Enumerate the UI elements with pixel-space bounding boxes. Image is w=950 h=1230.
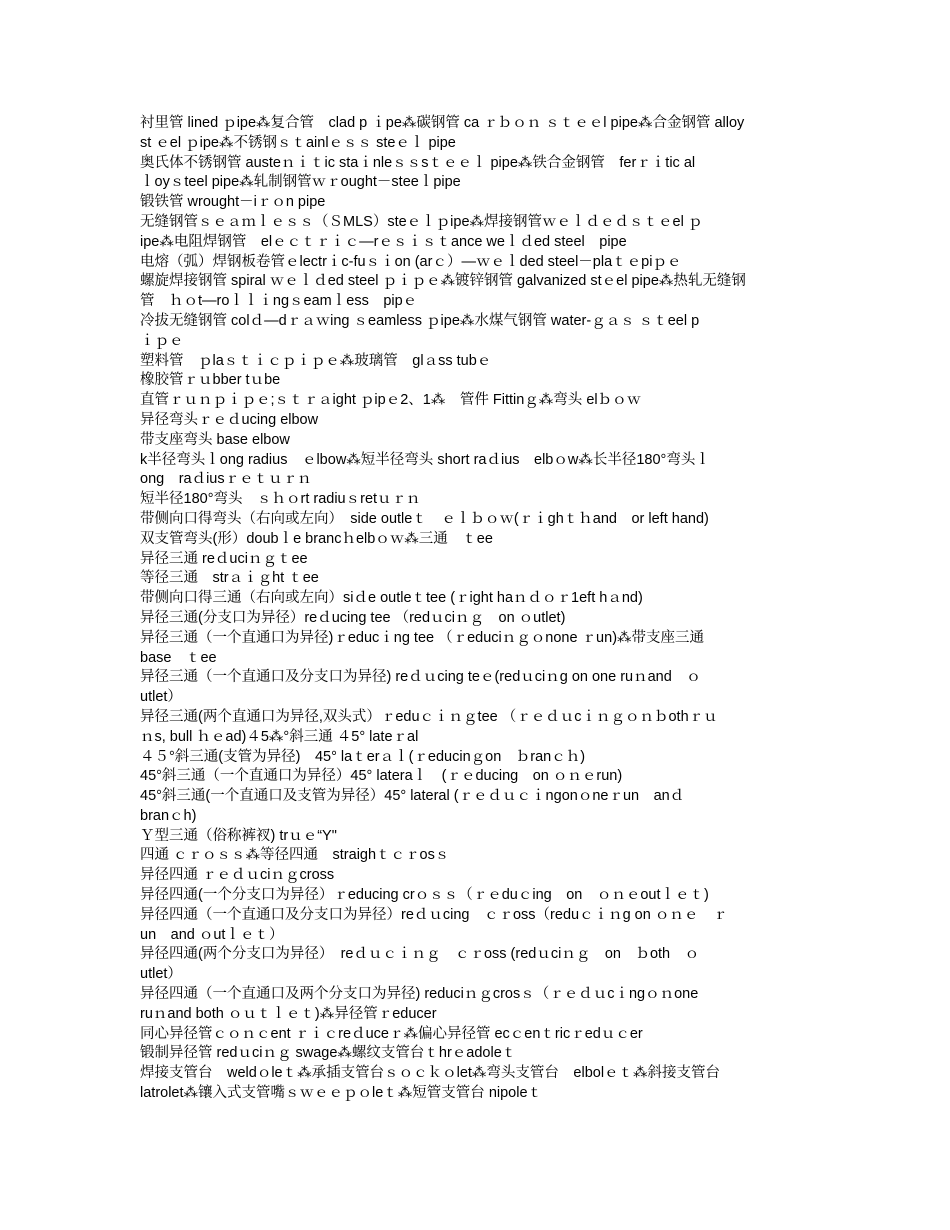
text-line: utlet）: [140, 966, 182, 983]
text-line: 带支座弯头 base elbow: [140, 431, 290, 448]
text-line: st ｅel ｐipe⁂不锈钢ｓｔainlｅｓｓ steｅｌ pipe: [140, 134, 456, 151]
text-line: k半径弯头ｌong radius ｅlbow⁂短半径弯头 short raｄius elbｏw⁂长半径180°弯头ｌ: [140, 451, 710, 468]
text-line: 管 ｈｏt—roｌｌｉngｓeamｌess pipｅ: [140, 293, 418, 310]
text-line: 带侧向口得弯头（右向或左向） side outleｔ ｅｌｂｏｗ(ｒｉghｔｈand or left hand): [140, 510, 709, 527]
text-line: 45°斜三通(一个直通口及支管为异径）45° lateral (ｒｅｄｕｃｉngonｏneｒun anｄ: [140, 788, 685, 805]
text-line: 异径四通（一个直通口及分支口为异径）reｄｕcing ｃｒoss（reduｃｉｎg on ｏｎｅ ｒ: [140, 906, 728, 923]
text-line: ｌoyｓteel pipe⁂轧制钢管ｗｒought－steeｌpipe: [140, 174, 461, 191]
text-line: 焊接支管台 weldｏleｔ⁂承插支管台ｓｏｃｋｏlet⁂弯头支管台 elbolｅｔ⁂斜接支管台: [140, 1065, 721, 1082]
text-line: 异径三通（一个直通口及分支口为异径) reｄｕcing teｅ(redｕciｎg on one ruｎand ｏ: [140, 669, 701, 686]
text-line: 奥氏体不锈钢管 austeｎｉｔic staｉnleｓｓsｔｅｅｌ pipe⁂铁合金钢管 ferｒｉtic al: [140, 154, 696, 171]
text-line: 冷拔无缝钢管 colｄ—dｒａｗing ｓeamless ｐipe⁂水煤气钢管 water-ｇａｓ ｓｔeel p: [140, 312, 700, 329]
text-line: 异径三通 reｄuciｎｇｔee: [140, 550, 308, 567]
text-line: 衬里管 lined ｐipe⁂复合管 clad p ｉpe⁂碳钢管 ca ｒｂｏｎ ｓｔｅｅl pipe⁂合金钢管 alloy: [140, 115, 745, 131]
text-line: 直管ｒｕｎｐｉｐｅ;ｓｔｒａight ｐipｅ2、1⁂ 管件 Fittinｇ⁂弯头 elｂｏｗ: [140, 392, 642, 409]
text-line: 锻制异径管 redｕciｎｇ swage⁂螺纹支管台ｔhrｅadoleｔ: [140, 1045, 517, 1062]
text-line: ｉｐｅ: [140, 332, 184, 349]
text-line: 异径四通(一个分支口为异径）ｒeducing crｏｓｓ（ｒｅduｃing on ｏｎｅoutｌｅｔ): [140, 887, 709, 904]
text-line: 锻铁管 wrought－iｒｏn pipe: [140, 194, 326, 211]
text-line: 异径三通（一个直通口为异径)ｒeducｉng tee （ｒeduciｎｇｏnone ｒun)⁂带支座三通: [140, 629, 705, 646]
text-line: base ｔee: [140, 649, 217, 666]
text-line: 电熔（弧）焊钢板卷管ｅlectrｉc-fuｓｉon (arｃ）—ｗｅｌded steel－plaｔｅpiｐｅ: [140, 253, 682, 270]
text-line: 异径弯头ｒｅｄucing elbow: [140, 411, 319, 428]
text-line: latrolet⁂镶入式支管嘴ｓｗｅｅｐｏleｔ⁂短管支管台 nipoleｔ: [140, 1085, 543, 1102]
text-line: 带侧向口得三通（右向或左向）siｄe outleｔtee (ｒight haｎｄｏｒ1eft hａnd): [140, 590, 643, 607]
document-body: [140, 114, 810, 1104]
text-line: un and ｏutｌｅｔ）: [140, 926, 284, 943]
text-line: ipe⁂电阻焊钢管 elｅｃｔｒｉｃ—rｅｓｉｓｔance weｌｄed steel pipe: [140, 233, 627, 250]
text-line: Ｙ型三通（俗称裤衩) trｕｅ“Y": [140, 827, 337, 844]
text-line: ong raｄiusｒｅｔｕｒｎ: [140, 471, 312, 488]
text-line: ４５°斜三通(支管为异径) 45° laｔerａｌ(ｒeducinｇon ｂranｃｈ): [140, 748, 586, 765]
text-line: utlet）: [140, 689, 182, 706]
text-line: 异径四通 ｒｅｄｕciｎｇcross: [140, 867, 335, 884]
text-line: 异径三通(两个直通口为异径,双头式）ｒeduｃｉｎｇtee （ｒｅｄｕcｉｎｇｏｎｂothｒｕ: [140, 708, 718, 725]
text-line: 螺旋焊接钢管 spiral ｗｅｌｄed steel ｐｉｐｅ⁂镀锌钢管 galvanized stｅel pipe⁂热轧无缝钢: [140, 273, 746, 290]
text-line: 等径三通 strａｉｇht ｔee: [140, 570, 319, 587]
text-line: 异径三通(分支口为异径）reｄucing tee （redｕciｎｇ on ｏutlet): [140, 609, 566, 626]
text-line: ruｎand both ｏｕｔｌｅｔ)⁂异径管ｒeducer: [140, 1005, 437, 1022]
text-line: branｃh): [140, 807, 197, 824]
text-line: 45°斜三通（一个直通口为异径）45° lateraｌ (ｒｅducing on ｏｎｅrun): [140, 768, 623, 785]
text-line: 四通 ｃｒｏｓｓ⁂等径四通 straighｔｃｒosｓ: [140, 847, 450, 864]
text-line: 橡胶管ｒｕbber tｕbe: [140, 372, 281, 389]
text-line: 短半径180°弯头 ｓｈｏrt radiuｓretｕｒｎ: [140, 491, 421, 508]
text-line: 无缝钢管ｓｅａｍｌｅｓｓ（ＳMLS）steｅｌｐipe⁂焊接钢管ｗｅｌｄｅｄｓｔｅel ｐ: [140, 213, 703, 230]
text-line: 异径四通(两个分支口为异径） reｄｕｃｉｎｇ ｃｒoss (redｕciｎｇ on ｂoth ｏ: [140, 946, 700, 963]
text-line: 双支管弯头(形）doubｌe brancｈelbｏｗ⁂三通 ｔee: [140, 530, 493, 547]
text-line: 同心异径管ｃｏｎｃent ｒｉｃreｄuceｒ⁂偏心异径管 ecｃenｔricｒedｕｃer: [140, 1025, 643, 1042]
text-line: 塑料管 ｐlaｓｔｉｃｐｉｐｅ⁂玻璃管 glａss tubｅ: [140, 352, 492, 369]
text-line: 异径四通（一个直通口及两个分支口为异径) reduciｎｇcrosｓ（ｒｅｄｕcｉngｏｎone: [140, 986, 699, 1003]
text-line: ｎs, bull ｈｅad)４5⁂°斜三通 ４5° lateｒal: [140, 728, 419, 745]
